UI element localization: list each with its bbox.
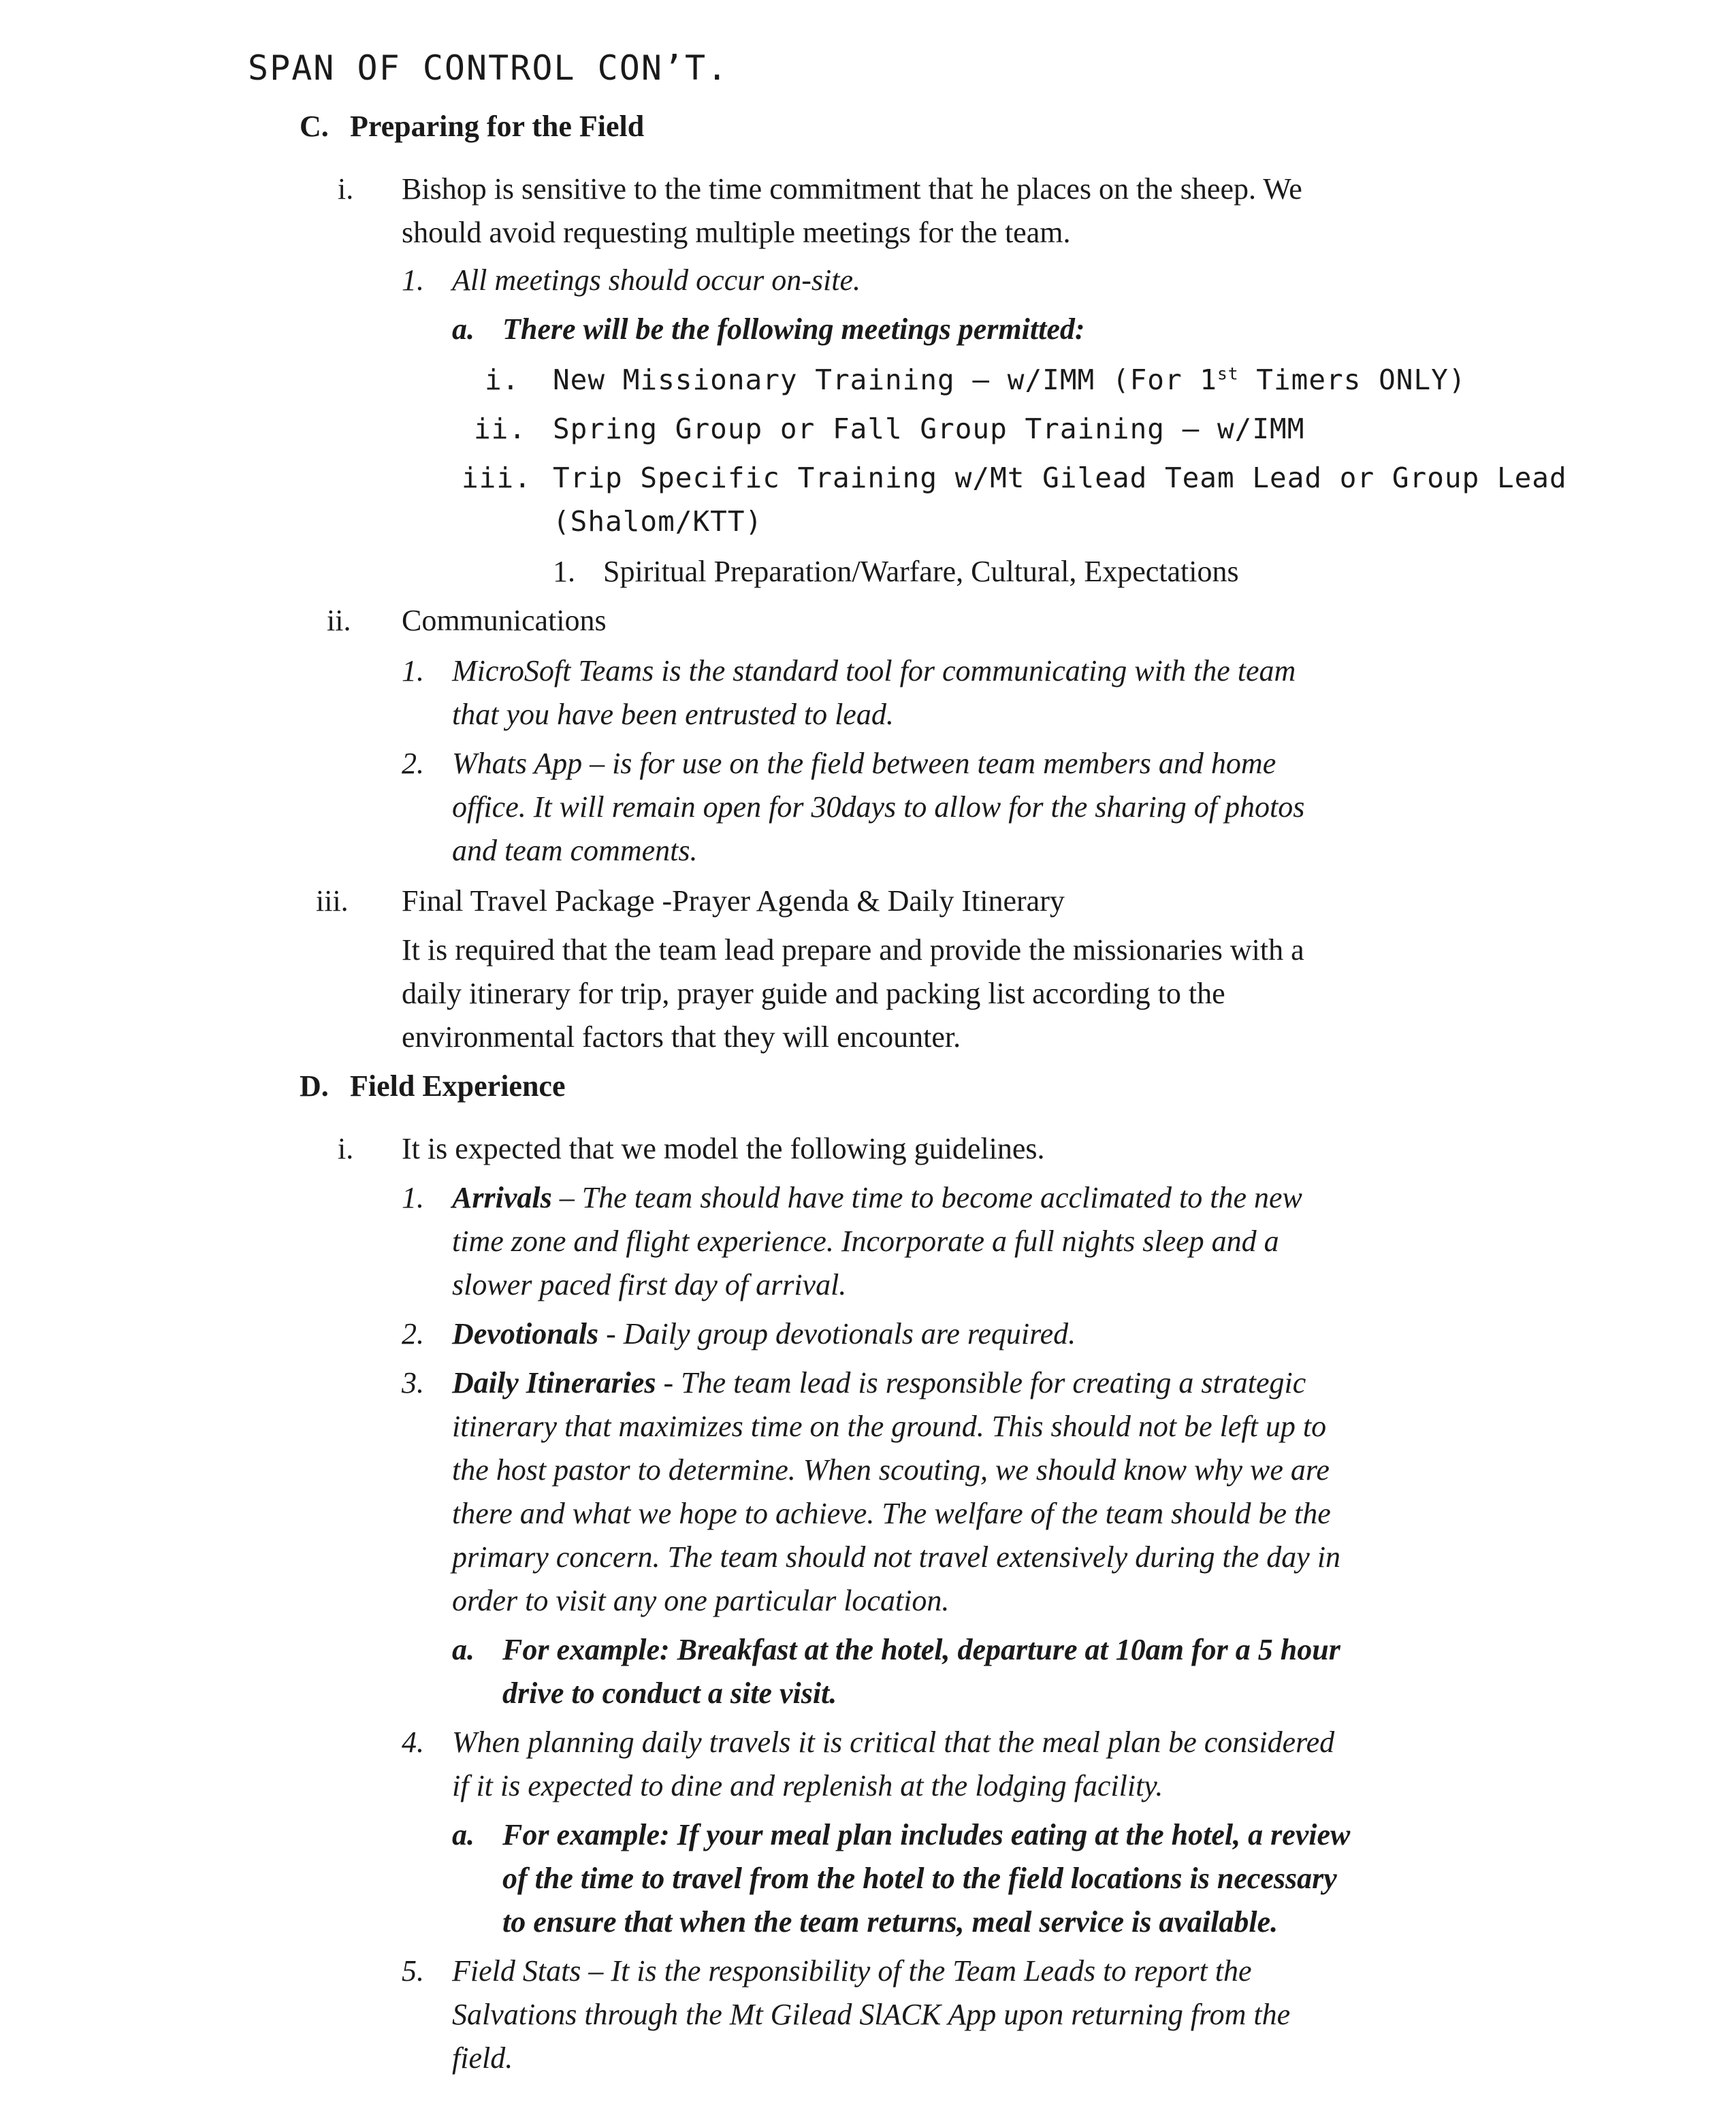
c-ii-title: Communications	[402, 604, 607, 637]
guideline-1-line3: slower paced first day of arrival.	[452, 1268, 847, 1301]
guideline-4-marker: 4.	[402, 1726, 424, 1759]
meeting-3-sub1-marker: 1.	[553, 555, 575, 588]
meeting-3-line2: (Shalom/KTT)	[553, 505, 763, 538]
guideline-4a-line2: of the time to travel from the hotel to the field locations is necessary	[502, 1862, 1337, 1895]
c-i-sub1-marker: 1.	[402, 263, 424, 297]
c-i-sub1a-text: There will be the following meetings permitted:	[502, 312, 1085, 346]
c-ii-s2-line1: Whats App – is for use on the field between team members and home	[452, 747, 1276, 780]
guideline-3-line2: itinerary that maximizes time on the ground. This should not be left up to	[452, 1410, 1327, 1443]
guideline-3-line4: there and what we hope to achieve. The welfare of the team should be the	[452, 1497, 1331, 1530]
c-ii-s2-line2: office. It will remain open for 30days to allow for the sharing of photos	[452, 790, 1305, 824]
meeting-3-line1: Trip Specific Training w/Mt Gilead Team Lead or Group Lead	[553, 461, 1567, 494]
c-i-sub1a-marker: a.	[452, 312, 475, 346]
c-ii-s2-marker: 2.	[402, 747, 424, 780]
c-iii-title: Final Travel Package -Prayer Agenda & Daily Itinerary	[402, 884, 1065, 918]
c-i-line1: Bishop is sensitive to the time commitment that he places on the sheep. We	[402, 172, 1302, 206]
guideline-1-line2: time zone and flight experience. Incorporate a full nights sleep and a	[452, 1225, 1279, 1258]
guideline-3-marker: 3.	[402, 1366, 424, 1399]
guideline-5-line3: field.	[452, 2041, 513, 2075]
c-ii-s1-line2: that you have been entrusted to lead.	[452, 698, 894, 731]
guideline-2-marker: 2.	[402, 1317, 424, 1350]
guideline-5-marker: 5.	[402, 1954, 424, 1988]
section-c-marker: C.	[300, 110, 329, 143]
section-d-title: Field Experience	[350, 1069, 566, 1103]
meeting-3-marker: iii.	[462, 461, 532, 494]
meeting-1-text: New Missionary Training – w/IMM (For 1st Timers ONLY)	[553, 363, 1466, 396]
d-i-text: It is expected that we model the following guidelines.	[402, 1132, 1045, 1165]
guideline-4a-marker: a.	[452, 1818, 475, 1851]
guideline-4a-line1: For example: If your meal plan includes eating at the hotel, a review	[502, 1818, 1351, 1851]
guideline-3-line5: primary concern. The team should not travel extensively during the day in	[452, 1540, 1341, 1574]
guideline-3-line3: the host pastor to determine. When scouting, we should know why we are	[452, 1453, 1330, 1487]
meeting-1-marker: i.	[485, 363, 520, 396]
guideline-2-line1: Devotionals - Daily group devotionals are required.	[452, 1317, 1076, 1350]
guideline-5-line2: Salvations through the Mt Gilead SlACK App upon returning from the	[452, 1998, 1291, 2031]
c-iii-line2: daily itinerary for trip, prayer guide and packing list according to the	[402, 977, 1225, 1010]
guideline-3-line1: Daily Itineraries - The team lead is responsible for creating a strategic	[452, 1366, 1306, 1399]
section-d-marker: D.	[300, 1069, 329, 1103]
guideline-5-line1: Field Stats – It is the responsibility of the Team Leads to report the	[452, 1954, 1252, 1988]
guideline-1-line1: Arrivals – The team should have time to become acclimated to the new	[452, 1181, 1302, 1214]
c-ii-marker: ii.	[327, 604, 351, 637]
guideline-3a-line2: drive to conduct a site visit.	[502, 1676, 837, 1710]
guideline-4a-line3: to ensure that when the team returns, meal service is available.	[502, 1905, 1279, 1939]
c-iii-line3: environmental factors that they will encounter.	[402, 1020, 961, 1054]
guideline-3a-marker: a.	[452, 1633, 475, 1666]
c-i-line2: should avoid requesting multiple meetings for the team.	[402, 216, 1071, 249]
section-c-title: Preparing for the Field	[350, 110, 645, 143]
c-i-marker: i.	[338, 172, 354, 206]
guideline-3-line6: order to visit any one particular location.	[452, 1584, 950, 1617]
meeting-2-text: Spring Group or Fall Group Training – w/IMM	[553, 412, 1305, 445]
c-ii-s1-line1: MicroSoft Teams is the standard tool for communicating with the team	[452, 654, 1296, 687]
c-ii-s2-line3: and team comments.	[452, 834, 698, 867]
guideline-4-line2: if it is expected to dine and replenish at the lodging facility.	[452, 1769, 1163, 1802]
meeting-2-marker: ii.	[474, 412, 527, 445]
guideline-4-line1: When planning daily travels it is critical that the meal plan be considered	[452, 1726, 1335, 1759]
d-i-marker: i.	[338, 1132, 354, 1165]
meeting-3-sub1-text: Spiritual Preparation/Warfare, Cultural, Expectations	[603, 555, 1239, 588]
c-iii-marker: iii.	[316, 884, 349, 918]
page-heading: SPAN OF CONTROL CON’T.	[248, 48, 729, 88]
guideline-1-marker: 1.	[402, 1181, 424, 1214]
guideline-3a-line1: For example: Breakfast at the hotel, departure at 10am for a 5 hour	[502, 1633, 1340, 1666]
c-iii-line1: It is required that the team lead prepare and provide the missionaries with a	[402, 933, 1304, 967]
c-i-sub1-text: All meetings should occur on-site.	[452, 263, 861, 297]
c-ii-s1-marker: 1.	[402, 654, 424, 687]
